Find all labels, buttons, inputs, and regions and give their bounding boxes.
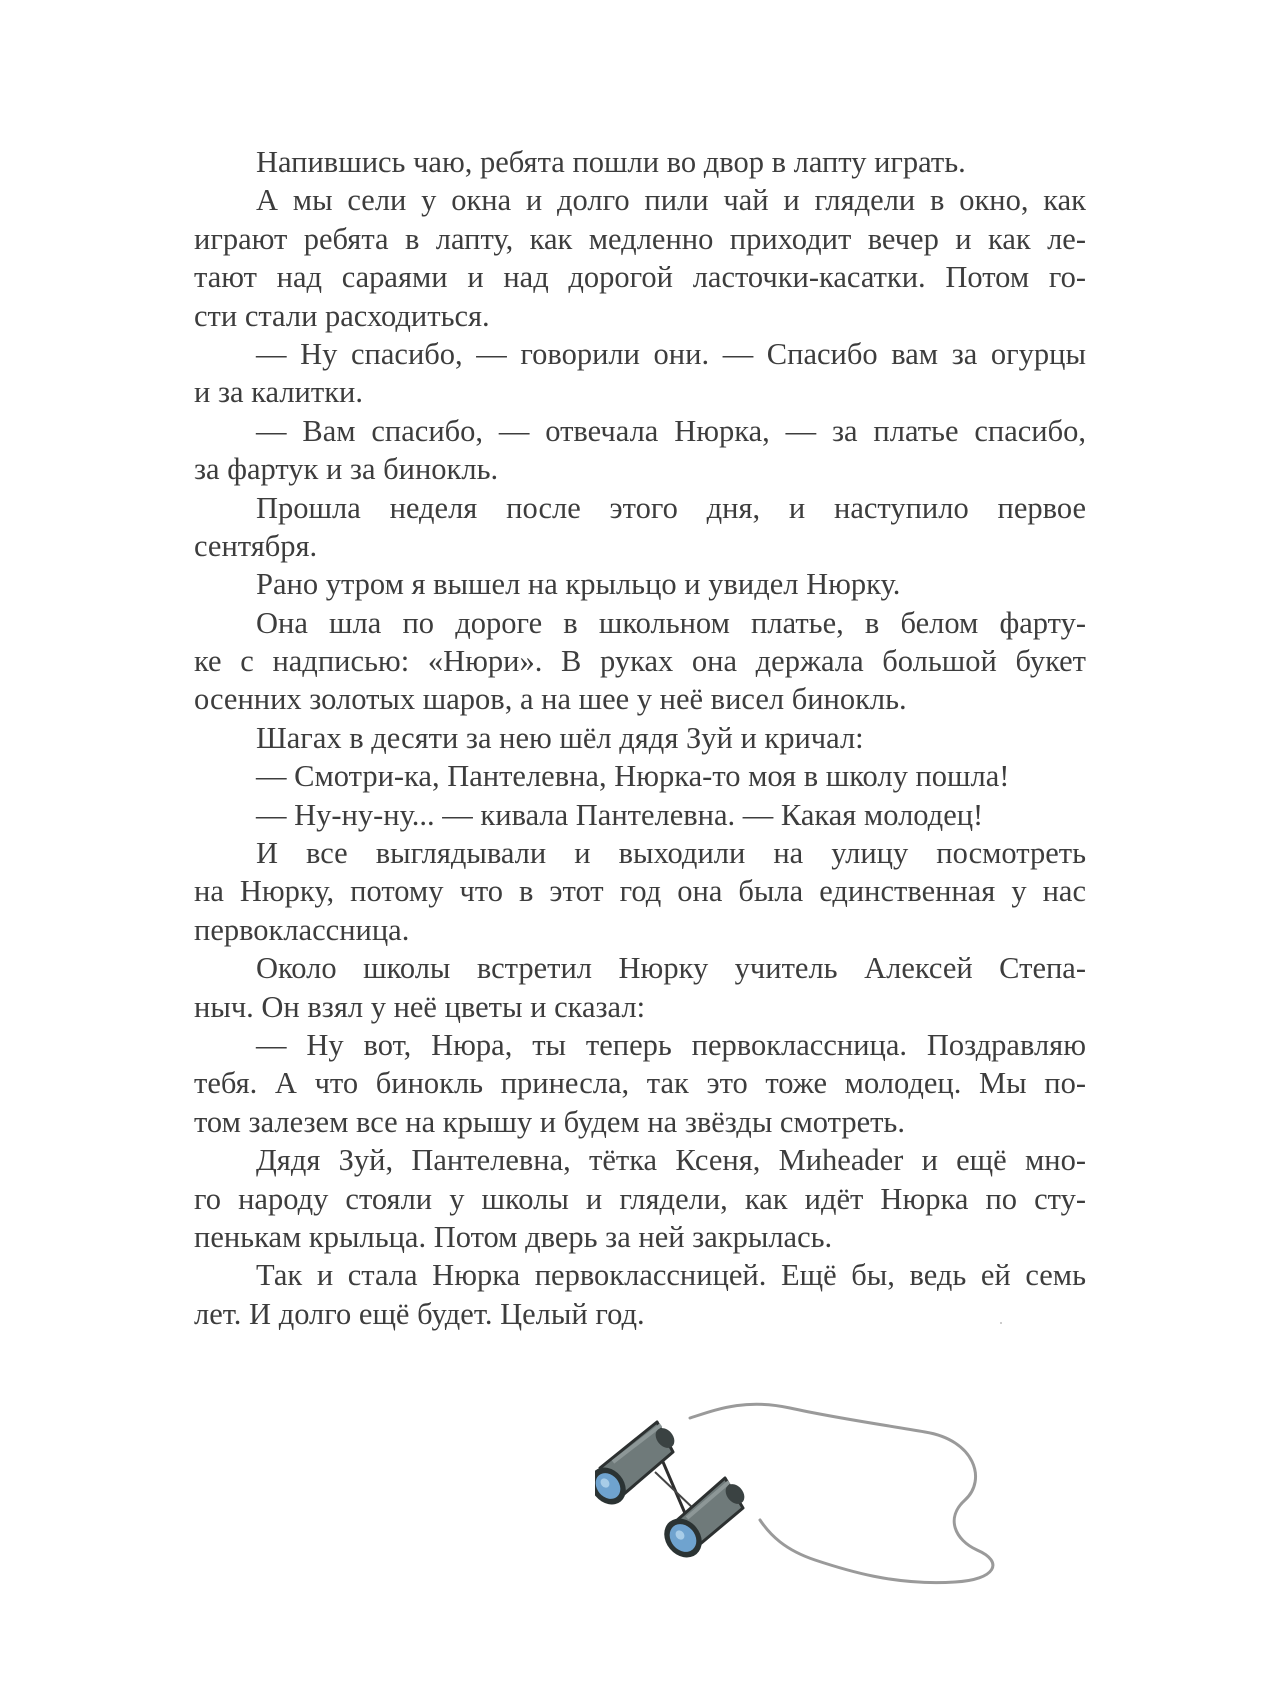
text-line: за фартук и за бинокль. (194, 452, 499, 487)
text-line: на Нюрку, потому что в этот год она была единственная у нас (194, 874, 1086, 909)
text-line: А мы сели у окна и долго пили чай и глядели в окно, как (256, 183, 1086, 218)
text-line: ныч. Он взял у неё цветы и сказал: (194, 989, 646, 1024)
binoculars-illustration (595, 1400, 1085, 1595)
text-line: го народу стояли у школы и глядели, как идёт Нюрка по сту- (194, 1181, 1086, 1216)
text-line: том залезем все на крышу и будем на звёзды смотреть. (194, 1104, 905, 1139)
text-line: Рано утром я вышел на крыльцо и увидел Нюрку. (256, 567, 901, 602)
text-line: Она шла по дороге в школьном платье, в белом фарту- (256, 605, 1086, 640)
text-line: Дядя Зуй, Пантелевна, тётка Ксеня, Миheader и ещё мно- (256, 1143, 1086, 1178)
text-line: сти стали расходиться. (194, 298, 490, 333)
text-line: ке с надписью: «Нюри». В руках она держала большой букет (194, 644, 1086, 679)
text-line: играют ребята в лапту, как медленно приходит вечер и как ле- (194, 221, 1086, 256)
text-line: Напившись чаю, ребята пошли во двор в лапту играть. (256, 145, 966, 179)
text-line: первоклассница. (194, 912, 410, 947)
text-line: Шагах в десяти за нею шёл дядя Зуй и кричал: (256, 720, 864, 755)
text-line: пенькам крыльца. Потом дверь за ней закрылась. (194, 1219, 833, 1254)
text-line: — Ну вот, Нюра, ты теперь первоклассница. Поздравляю (256, 1027, 1086, 1062)
story-text (194, 143, 1086, 1333)
text-line: Прошла неделя после этого дня, и наступило первое (256, 490, 1086, 525)
text-line: И все выглядывали и выходили на улицу посмотреть (256, 836, 1086, 871)
text-line: тают над сараями и над дорогой ласточки-касатки. Потом го- (194, 260, 1086, 295)
text-line: осенних золотых шаров, а на шее у неё висел бинокль. (194, 682, 907, 717)
binoculars-icon (595, 1400, 1085, 1595)
text-line: — Смотри-ка, Пантелевна, Нюрка-то моя в школу пошла! (256, 759, 1010, 794)
text-line: сентября. (194, 528, 318, 563)
text-line: Так и стала Нюрка первоклассницей. Ещё бы, ведь ей семь (256, 1258, 1086, 1293)
text-line: — Ну спасибо, — говорили они. — Спасибо вам за огурцы (256, 336, 1086, 371)
text-line: — Вам спасибо, — отвечала Нюрка, — за платье спасибо, (256, 413, 1086, 448)
text-line: и за калитки. (194, 375, 363, 410)
text-line: Около школы встретил Нюрку учитель Алексей Степа- (256, 951, 1086, 986)
text-line: лет. И долго ещё будет. Целый год. (194, 1296, 645, 1331)
text-line: тебя. А что бинокль принесла, так это тоже молодец. Мы по- (194, 1066, 1086, 1101)
text-line: — Ну-ну-ну... — кивала Пантелевна. — Какая молодец! (256, 797, 984, 832)
print-speck (1000, 1322, 1002, 1324)
